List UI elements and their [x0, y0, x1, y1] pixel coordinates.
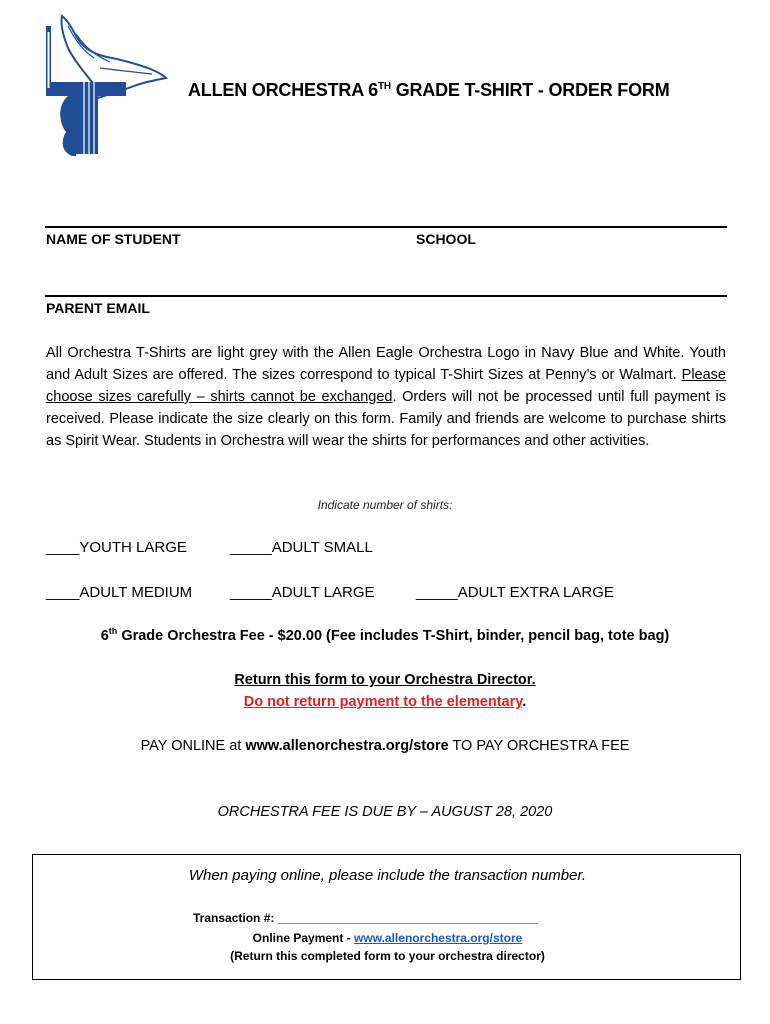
adult-medium-entry[interactable]: ____ADULT MEDIUM — [46, 584, 193, 601]
indicate-prompt: Indicate number of shirts: — [317, 498, 453, 512]
parent-email-line[interactable] — [45, 295, 727, 297]
return-instruction: Return this form to your Orchestra Director. — [234, 672, 536, 688]
due-date: ORCHESTRA FEE IS DUE BY – AUGUST 28, 2020 — [217, 804, 553, 820]
online-payment-line: Online Payment - www.allenorchestra.org/store — [252, 931, 523, 945]
online-payment-link[interactable]: www.allenorchestra.org/store — [354, 931, 523, 945]
adult-xl-entry[interactable]: _____ADULT EXTRA LARGE — [416, 584, 614, 601]
payment-note: When paying online, please include the transaction number. — [188, 867, 587, 884]
return-note: (Return this completed form to your orchestra director) — [230, 949, 545, 963]
exchange-warning: Please choose sizes carefully – shirts cannot be exchanged — [46, 367, 726, 405]
school-label: SCHOOL — [416, 231, 476, 247]
store-url[interactable]: www.allenorchestra.org/store — [245, 738, 449, 754]
payment-warning: Do not return payment to the elementary. — [243, 694, 527, 710]
allen-eagle-logo — [40, 12, 170, 162]
transaction-field[interactable]: Transaction #: _______________________________________ — [193, 911, 538, 925]
youth-large-entry[interactable]: ____YOUTH LARGE — [46, 539, 187, 556]
student-school-line[interactable] — [45, 226, 727, 228]
payment-box — [32, 854, 741, 980]
info-paragraph: All Orchestra T-Shirts are light grey with the Allen Eagle Orchestra Logo in Navy Blue and White. Youth and Adult Sizes are offered. The sizes correspond to typical T-Shirt Sizes at Penny’s or Walmart. Please choose sizes carefully – shirts cannot be exchanged. Orders will not be processed until full payment is received. Please indicate the size clearly on this form. Family and friends are welcome to purchase shirts as Spirit Wear. Students in Orchestra will wear the shirts for performances and other activities. — [46, 345, 726, 449]
orchestra-fee: 6th Grade Orchestra Fee - $20.00 (Fee includes T-Shirt, binder, pencil bag, tote bag) — [100, 626, 670, 644]
parent-email-label: PARENT EMAIL — [46, 300, 150, 316]
adult-small-entry[interactable]: _____ADULT SMALL — [230, 539, 373, 556]
adult-large-entry[interactable]: _____ADULT LARGE — [230, 584, 375, 601]
student-name-label: NAME OF STUDENT — [46, 231, 181, 247]
pay-online-line: PAY ONLINE at www.allenorchestra.org/store TO PAY ORCHESTRA FEE — [140, 738, 630, 754]
page-title: ALLEN ORCHESTRA 6TH GRADE T-SHIRT - ORDER FORM — [188, 80, 670, 100]
